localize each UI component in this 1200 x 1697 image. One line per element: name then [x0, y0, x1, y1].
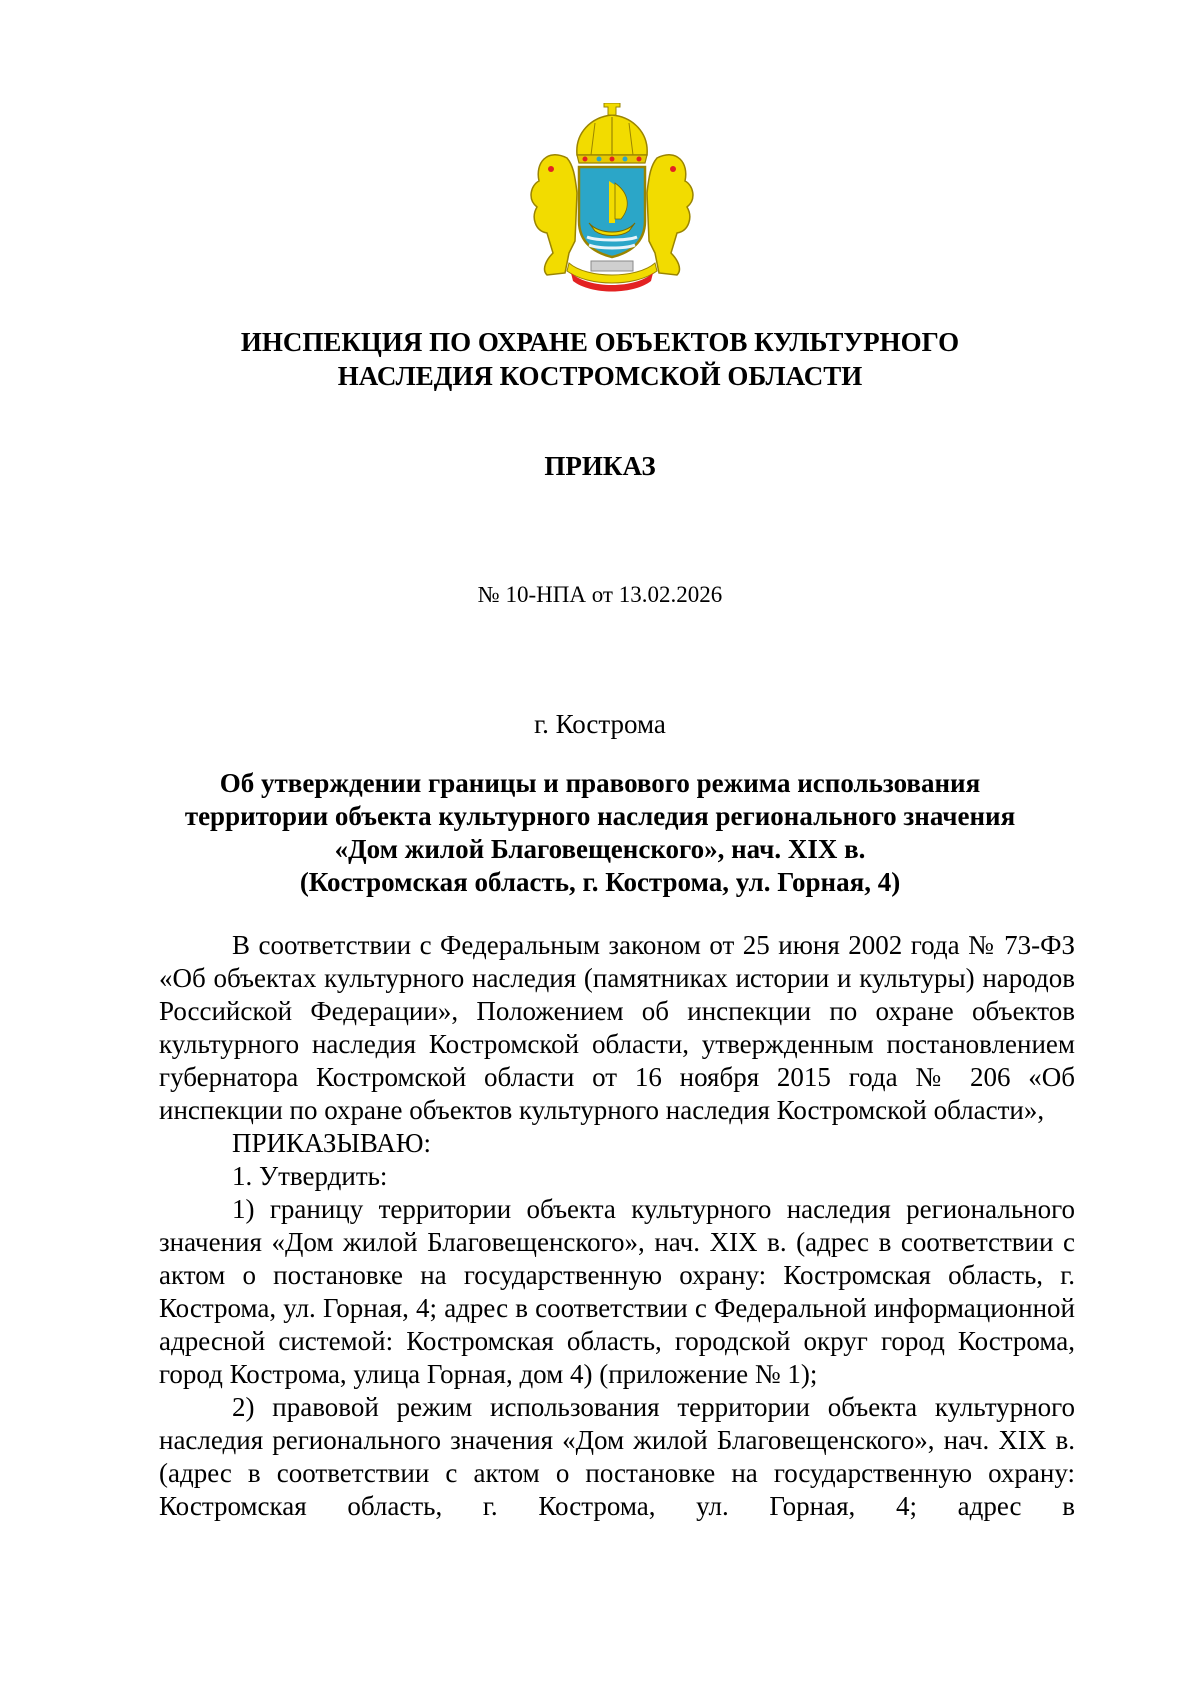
order-number-date: № 10-НПА от 13.02.2026: [477, 582, 723, 607]
kostroma-coat-of-arms-icon: [517, 103, 707, 295]
order-subject: [0, 767, 1200, 899]
place-of-issue: г. Кострома: [534, 709, 666, 739]
item-1: 1. Утвердить:: [232, 1161, 388, 1191]
issuing-authority: [0, 325, 1200, 393]
order-word: ПРИКАЗЫВАЮ:: [232, 1128, 431, 1158]
item-1-1: 1) границу территории объекта культурного наследия регионального значения «Дом жилой Благовещенского», нач. XIX в. (адрес в соответствии с актом о постановке на государственную охрану: Костромская область, г. Кострома, ул. Горная, 4; адрес в соответствии с Федеральной информационной адресной системой: Костромская область, городской округ город Кострома, город Кострома, улица Горная, дом 4) (приложение № 1);: [159, 1194, 1075, 1389]
org-line-2: НАСЛЕДИЯ КОСТРОМСКОЙ ОБЛАСТИ: [337, 361, 863, 391]
document-type: ПРИКАЗ: [544, 451, 656, 481]
subject-line-4: (Костромская область, г. Кострома, ул. Горная, 4): [299, 867, 901, 897]
order-body: [159, 929, 1075, 1523]
subject-line-3: «Дом жилой Благовещенского», нач. XIX в.: [334, 834, 866, 864]
item-1-2: 2) правовой режим использования территории объекта культурного наследия регионального значения «Дом жилой Благовещенского», нач. XIX в. (адрес в соответствии с актом о постановке на государственную охрану: Костромская область, г. Кострома, ул. Горная, 4; адрес в: [159, 1392, 1075, 1521]
org-line-1: ИНСПЕКЦИЯ ПО ОХРАНЕ ОБЪЕКТОВ КУЛЬТУРНОГО: [240, 327, 960, 357]
subject-line-1: Об утверждении границы и правового режима использования: [219, 768, 981, 798]
preamble-paragraph: В соответствии с Федеральным законом от 25 июня 2002 года № 73-ФЗ «Об объектах культурного наследия (памятниках истории и культуры) народов Российской Федерации», Положением об инспекции по охране объектов культурного наследия Костромской области, утвержденным постановлением губернатора Костромской области от 16 ноября 2015 года № 206 «Об инспекции по охране объектов культурного наследия Костромской области»,: [159, 930, 1075, 1125]
subject-line-2: территории объекта культурного наследия регионального значения: [184, 801, 1016, 831]
